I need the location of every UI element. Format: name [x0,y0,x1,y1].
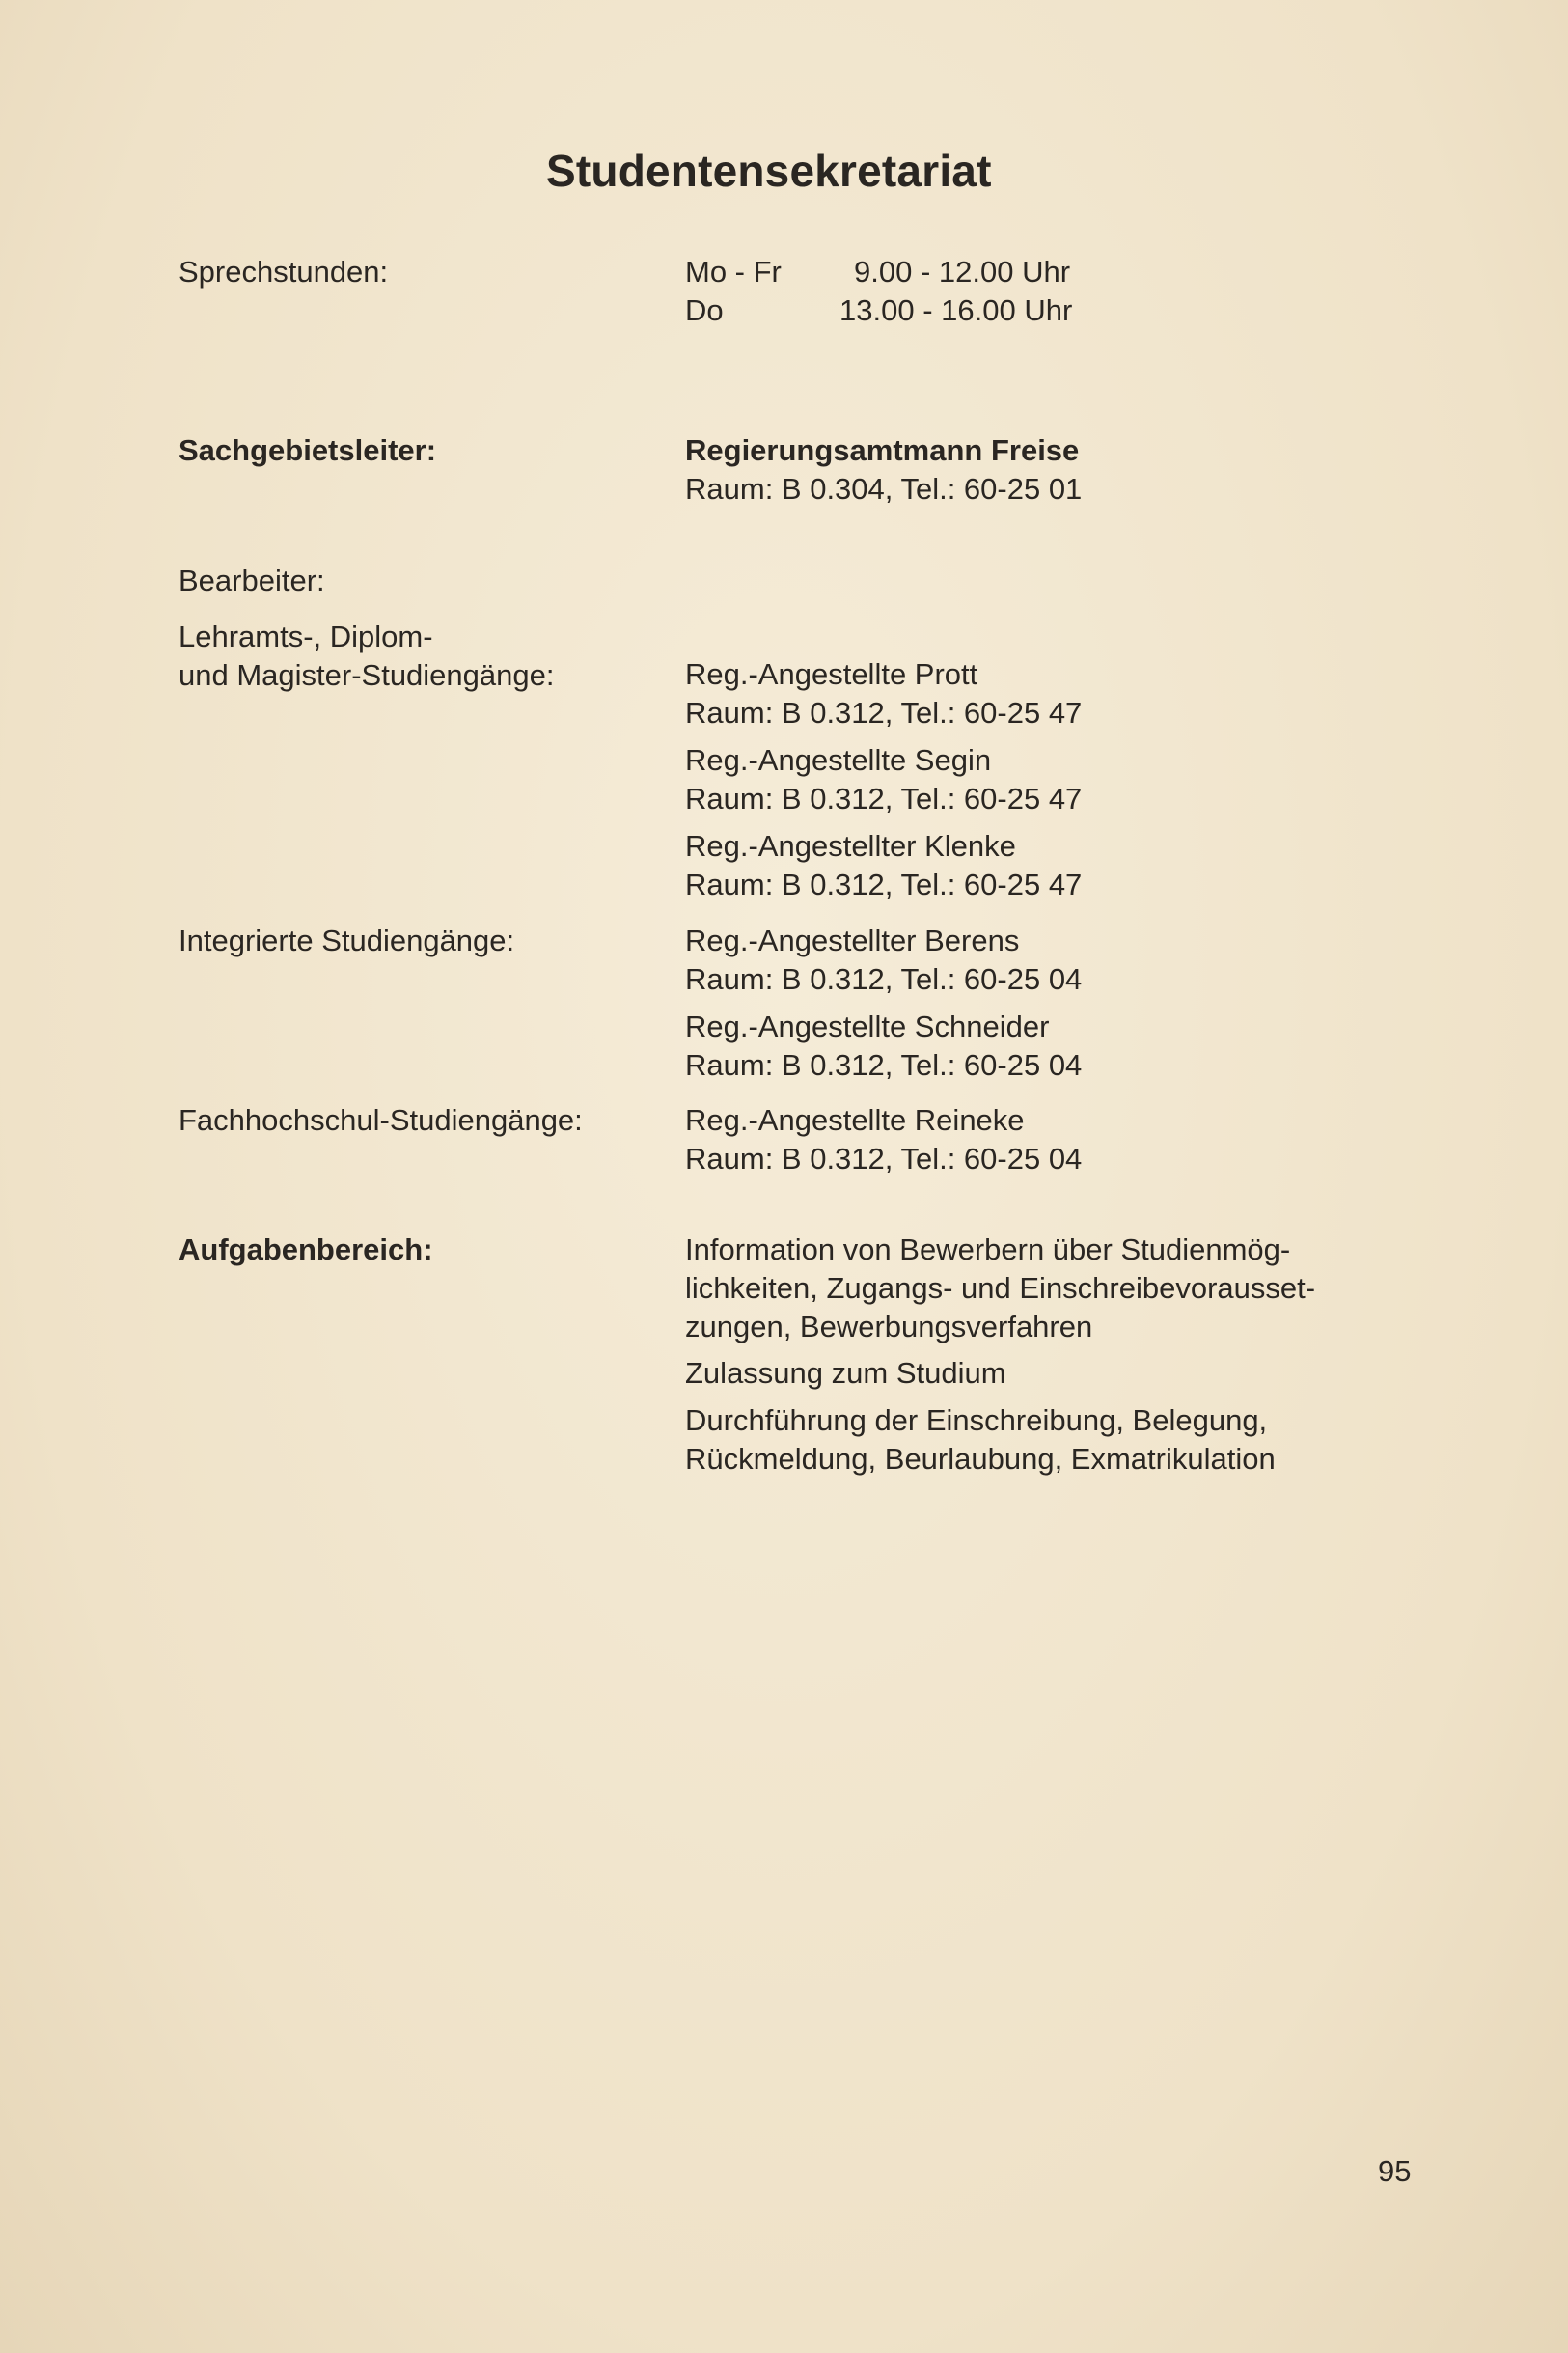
sprechstunden-days-2: Do [685,293,724,327]
sprechstunden-time-1: 9.00 - 12.00 Uhr [854,255,1071,289]
sachgebietsleiter-name: Regierungsamtmann Freise [685,433,1080,467]
group-label-line: Integrierte Studiengänge: [179,924,515,957]
person-name: Reg.-Angestellte Prott [685,657,978,691]
sprechstunden-label: Sprechstunden: [179,255,389,289]
person-entry [685,655,1082,733]
sachgebietsleiter-block [685,431,1082,509]
person-raum: Raum: B 0.312, Tel.: 60-25 47 [685,782,1083,816]
person-name: Reg.-Angestellter Klenke [685,829,1016,863]
group-label-fachhochschul [179,1101,583,1140]
aufgabe-line: lichkeiten, Zugangs- und Einschreibevorausset- [685,1271,1316,1305]
person-raum: Raum: B 0.312, Tel.: 60-25 47 [685,696,1083,730]
person-name: Reg.-Angestellter Berens [685,924,1020,957]
person-entry [685,922,1082,999]
person-name: Reg.-Angestellte Segin [685,743,992,777]
group-label-lehramt [179,618,554,695]
person-raum: Raum: B 0.312, Tel.: 60-25 04 [685,962,1083,996]
aufgabenbereich-label: Aufgabenbereich: [179,1232,433,1266]
group-label-integriert [179,922,514,960]
person-entry [685,1008,1082,1085]
aufgabenbereich-paragraph [685,1401,1276,1479]
group-label-line: Lehramts-, Diplom- [179,620,433,653]
aufgabenbereich-paragraph [685,1354,1006,1393]
sachgebietsleiter-label: Sachgebietsleiter: [179,433,437,467]
person-entry [685,1101,1082,1178]
person-entry [685,741,1082,818]
person-raum: Raum: B 0.312, Tel.: 60-25 47 [685,868,1083,901]
group-label-line: und Magister-Studiengänge: [179,658,555,692]
person-entry [685,827,1082,904]
sachgebietsleiter-raum: Raum: B 0.304, Tel.: 60-25 01 [685,472,1083,506]
aufgabe-line: Durchführung der Einschreibung, Belegung, [685,1403,1268,1437]
page-number: 95 [1378,2154,1412,2188]
aufgabe-line: zungen, Bewerbungsverfahren [685,1310,1093,1343]
page-title: Studentensekretariat [546,146,992,196]
person-raum: Raum: B 0.312, Tel.: 60-25 04 [685,1048,1083,1082]
person-name: Reg.-Angestellte Reineke [685,1103,1025,1137]
group-label-line: Fachhochschul-Studiengänge: [179,1103,583,1137]
sprechstunden-days-1: Mo - Fr [685,255,782,289]
aufgabenbereich-paragraph [685,1231,1315,1346]
person-raum: Raum: B 0.312, Tel.: 60-25 04 [685,1142,1083,1176]
bearbeiter-label: Bearbeiter: [179,564,325,597]
person-name: Reg.-Angestellte Schneider [685,1010,1050,1043]
aufgabe-line: Zulassung zum Studium [685,1356,1006,1390]
aufgabe-line: Rückmeldung, Beurlaubung, Exmatrikulation [685,1442,1276,1476]
sprechstunden-time-2: 13.00 - 16.00 Uhr [839,293,1073,327]
aufgabe-line: Information von Bewerbern über Studienmög- [685,1232,1291,1266]
